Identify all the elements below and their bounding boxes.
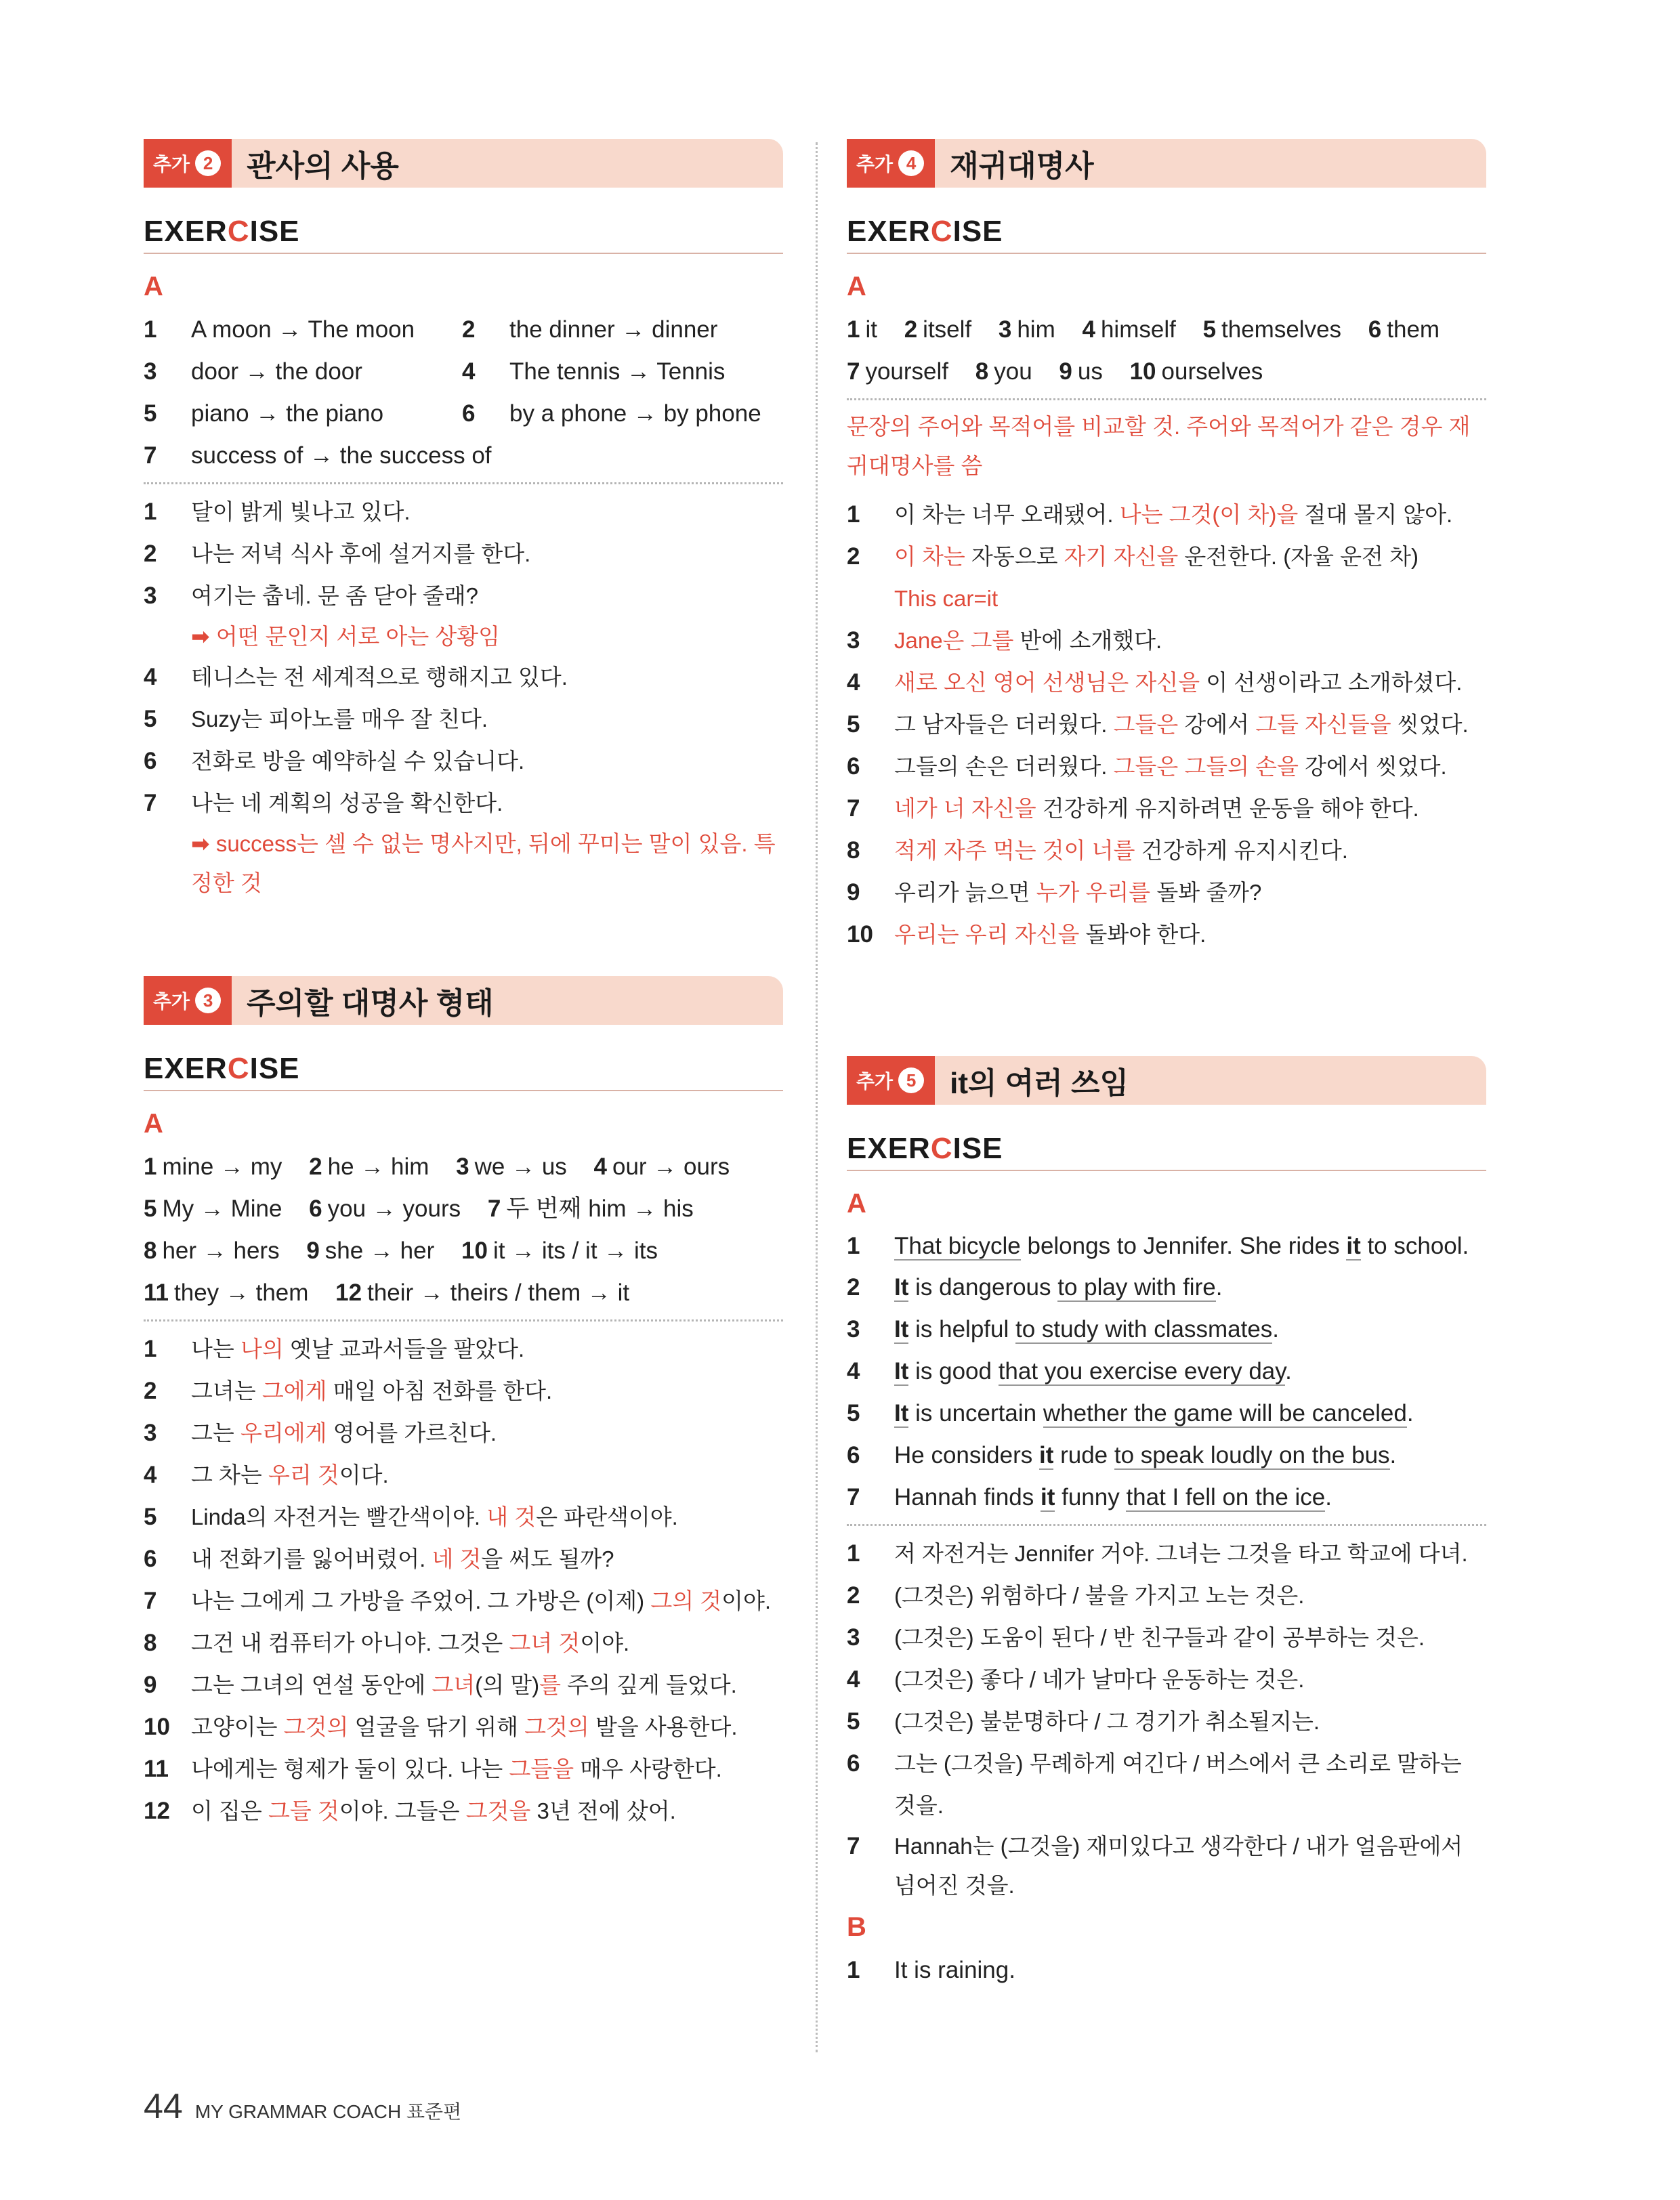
answer-row: 1 mine → my 2 he → him 3 we → us 4 our → ours xyxy=(144,1154,730,1180)
translation-line: 6 그들의 손은 더러웠다. 그들은 그들의 손을 강에서 씻었다. xyxy=(847,753,1447,780)
translation-line: 4 테니스는 전 세계적으로 행해지고 있다. xyxy=(144,664,568,690)
translation-line: 7 Hannah는 (그것을) 재미있다고 생각한다 / 내가 얼음판에서 넘어진 것을. xyxy=(847,1833,1463,1898)
answer-sentence: 4 It is good that you exercise every day. xyxy=(847,1358,1292,1384)
answer-row: 1 it 2 itself 3 him 4 himself 5 themselves 6 them xyxy=(847,316,1440,343)
answer-item: 1 A moon → The moon xyxy=(144,316,415,343)
page-footer xyxy=(144,2086,461,2127)
translation-line: 1 달이 밝게 빛나고 있다. xyxy=(144,499,411,525)
translation-line: 1 나는 나의 옛날 교과서들을 팔았다. xyxy=(144,1336,525,1362)
explanation-note: ➡ 어떤 문인지 서로 아는 상황임 xyxy=(191,624,501,649)
dotted-separator xyxy=(847,398,1486,400)
translation-line: 2 그녀는 그에게 매일 아침 전화를 한다. xyxy=(144,1378,553,1404)
answer-sentence: 5 It is uncertain whether the game will be canceled. xyxy=(847,1400,1414,1426)
answer-row: 7 yourself 8 you 9 us 10 ourselves xyxy=(847,358,1263,385)
answer-row: 8 her → hers 9 she → her 10 it → its / it → its xyxy=(144,1238,658,1264)
section-header-reflexive xyxy=(847,139,1486,188)
translation-line: 5 (그것은) 불분명하다 / 그 경기가 취소될지는. xyxy=(847,1708,1320,1735)
translation-line: 3 Jane은 그를 반에 소개했다. xyxy=(847,627,1162,654)
translation-line: 2 (그것은) 위험하다 / 불을 가지고 노는 것은. xyxy=(847,1582,1305,1609)
answer-grid xyxy=(144,309,783,477)
section-header-articles xyxy=(144,139,783,188)
answer-row: 11 they → them 12 their → theirs / them → it xyxy=(144,1279,630,1306)
answer-sentence: 1 That bicycle belongs to Jennifer. She rides it to school. xyxy=(847,1233,1469,1259)
part-a-label: A xyxy=(144,1109,163,1139)
column-divider xyxy=(816,142,818,2052)
translation-line: 3 (그것은) 도움이 된다 / 반 친구들과 같이 공부하는 것은. xyxy=(847,1624,1425,1651)
page-number: 44 xyxy=(144,2087,183,2126)
translation-line: 4 그 차는 우리 것이다. xyxy=(144,1462,389,1488)
translation-line: 8 적게 자주 먹는 것이 너를 건강하게 유지시킨다. xyxy=(847,837,1348,864)
part-b-label: B xyxy=(847,1912,866,1942)
translation-line: 1 저 자전거는 Jennifer 거야. 그녀는 그것을 타고 학교에 다녀. xyxy=(847,1540,1468,1567)
answer-item: 3 door → the door xyxy=(144,358,362,385)
translation-line: 9 그는 그녀의 연설 동안에 그녀(의 말)를 주의 깊게 들었다. xyxy=(144,1672,737,1698)
section-badge: 추가 4 xyxy=(847,139,935,188)
translation-line: 7 나는 네 계획의 성공을 확신한다. xyxy=(144,790,503,816)
answer-sentence: 6 He considers it rude to speak loudly on the bus. xyxy=(847,1442,1397,1468)
translation-line: 7 나는 그에게 그 가방을 주었어. 그 가방은 (이제) 그의 것이야. xyxy=(144,1588,772,1614)
answer-item: 4 The tennis → Tennis xyxy=(462,358,726,385)
translation-line: 5 Linda의 자전거는 빨간색이야. 내 것은 파란색이야. xyxy=(144,1504,678,1530)
right-column xyxy=(847,139,1486,1991)
answer-sentence: 3 It is helpful to study with classmates. xyxy=(847,1316,1280,1342)
translation-line: 7 네가 너 자신을 건강하게 유지하려면 운동을 해야 한다. xyxy=(847,795,1419,822)
section-title: 주의할 대명사 형태 xyxy=(247,987,494,1020)
exercise-heading: EXERCISE xyxy=(847,215,1486,254)
translation-line: 4 새로 오신 영어 선생님은 자신을 이 선생이라고 소개하셨다. xyxy=(847,669,1463,696)
translation-line: 10 우리는 우리 자신을 돌봐야 한다. xyxy=(847,921,1206,948)
section-title: it의 여러 쓰임 xyxy=(950,1067,1129,1100)
section-header-pronouns xyxy=(144,976,783,1025)
explanation-note: 문장의 주어와 목적어를 비교할 것. 주어와 목적어가 같은 경우 재귀대명사를 씀 xyxy=(847,414,1471,478)
answer-sentence: 1 It is raining. xyxy=(847,1957,1015,1983)
answer-item: 7 success of → the success of xyxy=(144,442,492,469)
section-badge: 추가 5 xyxy=(847,1056,935,1105)
translation-line: 6 내 전화기를 잃어버렸어. 네 것을 써도 될까? xyxy=(144,1546,614,1572)
arrow-icon: ➡ xyxy=(191,831,216,856)
translation-line: 5 Suzy는 피아노를 매우 잘 친다. xyxy=(144,706,488,732)
translation-line: 10 고양이는 그것의 얼굴을 닦기 위해 그것의 발을 사용한다. xyxy=(144,1714,738,1740)
translation-line: 4 (그것은) 좋다 / 네가 날마다 운동하는 것은. xyxy=(847,1666,1305,1693)
exercise-heading: EXERCISE xyxy=(144,1052,783,1091)
section-badge: 추가 3 xyxy=(144,976,232,1025)
answer-item: 6 by a phone → by phone xyxy=(462,400,761,427)
translation-line: 2 이 차는 자동으로 자기 자신을 운전한다. (자율 운전 차) xyxy=(847,543,1419,570)
translation-line: 3 여기는 춥네. 문 좀 닫아 줄래? xyxy=(144,583,479,609)
translation-line: 3 그는 우리에게 영어를 가르친다. xyxy=(144,1420,497,1446)
exercise-heading: EXERCISE xyxy=(847,1132,1486,1171)
translation-line: 6 전화로 방을 예약하실 수 있습니다. xyxy=(144,748,525,774)
answer-row: 5 My → Mine 6 you → yours 7 두 번째 him → his xyxy=(144,1196,694,1222)
dotted-separator xyxy=(144,482,783,484)
part-a-label: A xyxy=(144,272,163,301)
translation-line: 12 이 집은 그들 것이야. 그들은 그것을 3년 전에 샀어. xyxy=(144,1798,676,1824)
section-title: 재귀대명사 xyxy=(950,150,1094,183)
section-header-it-uses xyxy=(847,1056,1486,1105)
answer-item: 5 piano → the piano xyxy=(144,400,384,427)
exercise-heading: EXERCISE xyxy=(144,215,783,254)
section-badge: 추가 2 xyxy=(144,139,232,188)
translation-line: 2 나는 저녁 식사 후에 설거지를 한다. xyxy=(144,541,531,567)
dotted-separator xyxy=(144,1319,783,1321)
arrow-icon: ➡ xyxy=(191,624,216,649)
translation-line: This car=it xyxy=(894,586,999,611)
section-title: 관사의 사용 xyxy=(247,150,399,183)
explanation-note: ➡ success는 셀 수 없는 명사지만, 뒤에 꾸미는 말이 있음. 특정한 것 xyxy=(191,831,776,895)
dotted-separator xyxy=(847,1524,1486,1526)
answer-sentence: 7 Hannah finds it funny that I fell on the ice. xyxy=(847,1484,1332,1510)
translation-line: 11 나에게는 형제가 둘이 있다. 나는 그들을 매우 사랑한다. xyxy=(144,1756,722,1782)
book-title: MY GRAMMAR COACH 표준편 xyxy=(194,2101,462,2122)
answer-sentence: 2 It is dangerous to play with fire. xyxy=(847,1274,1223,1300)
part-a-label: A xyxy=(847,1189,866,1219)
translation-line: 6 그는 (그것을) 무례하게 여긴다 / 버스에서 큰 소리로 말하는 것을. xyxy=(847,1750,1462,1818)
part-a-label: A xyxy=(847,272,866,301)
translation-line: 1 이 차는 너무 오래됐어. 나는 그것(이 차)을 절대 몰지 않아. xyxy=(847,501,1453,528)
translation-line: 5 그 남자들은 더러웠다. 그들은 강에서 그들 자신들을 씻었다. xyxy=(847,711,1469,738)
translation-line: 9 우리가 늙으면 누가 우리를 돌봐 줄까? xyxy=(847,879,1262,906)
left-column xyxy=(144,139,783,1832)
translation-line: 8 그건 내 컴퓨터가 아니야. 그것은 그녀 것이야. xyxy=(144,1630,630,1656)
answer-item: 2 the dinner → dinner xyxy=(462,316,718,343)
